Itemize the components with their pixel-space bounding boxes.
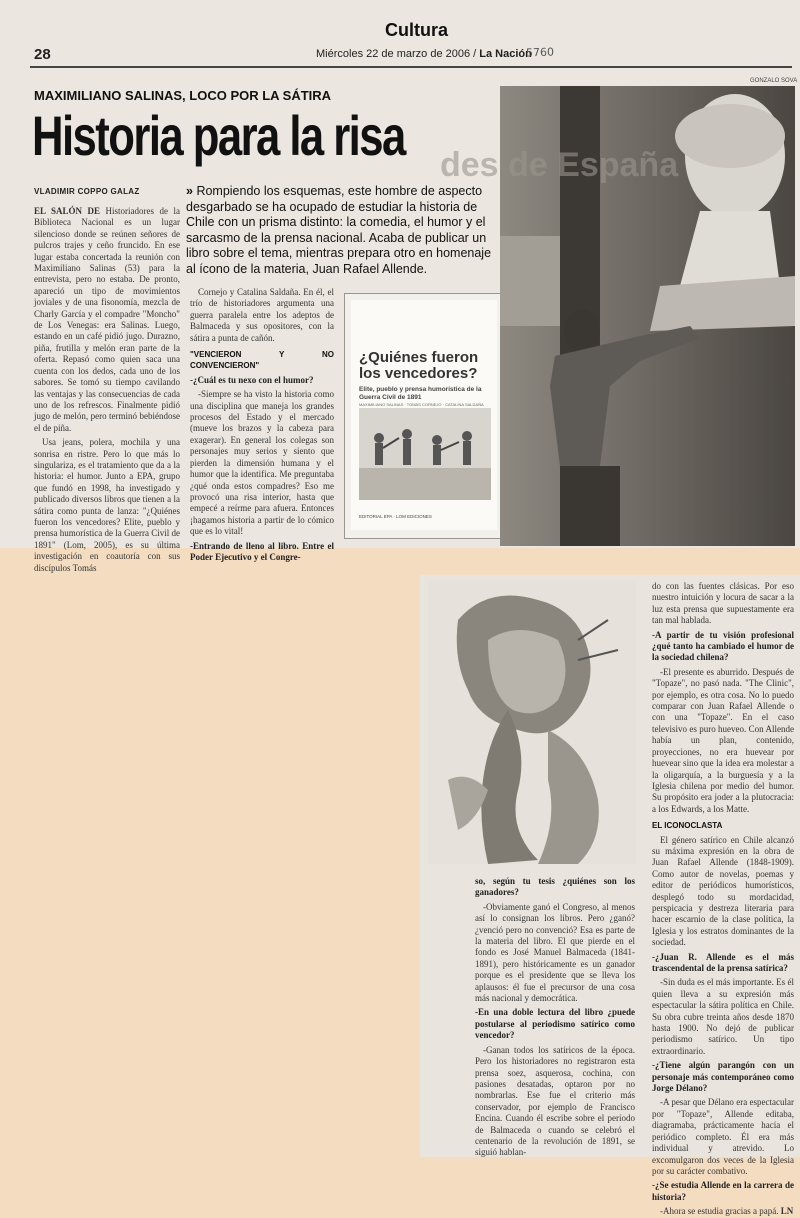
subhead: "VENCIERON Y NO CONVENCIERON" [190,350,334,371]
dateline [316,48,532,60]
question: -¿Cuál es tu nexo con el humor? [190,374,314,385]
page-number: 28 [34,46,51,63]
header-rule [30,66,792,68]
book-cover-page [351,300,497,530]
question: so, según tu tesis ¿quiénes son los ganadores? [475,876,635,898]
section-title: Cultura [385,20,448,40]
signature: LN [780,1206,794,1217]
answer: -El presente es aburrido. Después de "Topaze", no pasó nada. "The Clinic", por ejemplo, es otra cosa. No lo puedo comparar con Juan Rafael Allende o con una "Topaze". En el caso televisivo es puro hueveo. Con Allende había un plan, contenido, proyecciones, no era huevear por huevear sino que la idea era molestar a la oligarquía, a la burguesía y a la Iglesia chilena por medio del humor. Su propósito era joder a la plutocracia: a los Edwards, a los Matte. [652,666,794,814]
svg-text:des de España: des de España [440,146,679,184]
article-headline: Historia para la risa [32,104,405,167]
paragraph: El género satírico en Chile alcanzó su máxima expresión en la obra de Juan Rafael Allende (1848-1909). Como autor de novelas, poemas y editor de periódicos humorísticos, desplegó todo su mordacidad, perspicacia y destreza literaria para hacer escarnio de la clase política, la Iglesia y los estratos dominantes de la sociedad. [652,834,794,948]
book-publisher: EDITORIAL EPA · LOM EDICIONES [359,514,432,519]
paragraph: Usa jeans, polera, mochila y una sonrisa en ristre. Pero lo que más lo singulariza, es el tratamiento que da a la historia: el humor. Junto a EPA, grupo que fundó en 1998, ha investigado y publicado diversos libros que tienen a la sátira como punta de lanza: "¿Quiénes fueron los vencedores? Elite, pueblo y prensa humorística de la Guerra Civil de 1891" (Lom, 2005), es su última investigación en coautoría con sus discípulos Tomás [34,437,180,573]
column-2 [190,287,334,562]
lead-arrow-icon: » [186,184,193,198]
answer: -Sin duda es el más importante. Es él quien lleva a su expresión más espectacular la sátira política en Chile. Su obra cubre treinta años desde 1870 hasta 1900. No dejó de publicar periodismo satírico. Un tipo extraordinario. [652,977,794,1056]
paragraph: Cornejo y Catalina Saldaña. En él, el trío de historiadores argumenta una guerra paralela entre los adeptos de Balmaceda y sus opositores, con la sátira a punta de cañón. [190,287,334,343]
book-title: ¿Quiénes fueron los vencedores? [359,349,479,382]
caricature-illustration [428,580,636,864]
answer: -Ahora se estudia gracias a papá. LN [660,1206,794,1217]
issue-date: Miércoles 22 de marzo de 2006 / [316,48,477,60]
question: -¿Se estudia Allende en la carrera de historia? [652,1180,794,1202]
photo-credit: GONZALO SOVA [750,78,798,84]
drop-text: EL SALÓN DE [34,206,101,216]
book-subtitle: Elite, pueblo y prensa humorística de la Guerra Civil de 1891 [359,386,482,401]
question: -A partir de tu visión profesional ¿qué tanto ha cambiado el humor de la sociedad chilena? [652,629,794,663]
question: -Entrando de lleno al libro. Entre el Poder Ejecutivo y el Congre- [190,540,334,562]
column-4 [475,876,635,1158]
paragraph: EL SALÓN DE Historiadores de la Biblioteca Nacional es un lugar silencioso donde se reúnen señores de pulcros trajes y ceño fruncido. En ese lugar estaba concertada la reunión con Maximiliano Salinas (53) para la entrevista, pero no estaba. De pronto, apareció un tipo de movimientos joviales y de una fisonomía, mezcla de Charly García y el compadre "Moncho" de Los Venegas: era Salinas. Luego, estando en un café pidió jugo. Durazno, piña, frutilla y melón eran parte de la oferta. Repasó como quien saca una cuenta con los dedos, cada uno de los sabores. Se tomó su tiempo cavilando las ventajas y las consecuencias de cada uno de los refrescos. Finalmente pidió jugo de melón, pero terminó bebiéndose el de piña. [34,206,180,433]
publication-name: La Nación [479,48,532,60]
answer: -Ganan todos los satíricos de la época. Pero los historiadores no registraron esta prensa soez, asquerosa, cochina, con pasiones desatadas, optaron por no nombrarlas. Ese fue el criterio más conservador, por ejemplo de Francisco Encina. Cuando él escribe sobre el período de Balmaceda o cuando se celebró el centenario de la revolución de 1891, se siguió hablan- [475,1044,635,1158]
book-authors: MAXIMILIANO SALINAS · TOMÁS CORNEJO · CATALINA SALDAÑA [359,402,484,407]
question: -¿Tiene algún parangón con un personaje más contemporáneo como Jorge Délano? [652,1060,794,1094]
subhead: EL ICONOCLASTA [652,821,723,831]
question: -¿Juan R. Allende es el más trascendental de la prensa satírica? [652,951,794,973]
article-kicker: MAXIMILIANO SALINAS, LOCO POR LA SÁTIRA [34,88,332,103]
lead-text: Rompiendo los esquemas, este hombre de aspecto desgarbado se ha ocupado de estudiar la historia de Chile con un prisma distinto: la comedia, el humor y el sarcasmo de la prensa nacional. Acaba de publicar un libro sobre el tema, mientras prepara otro en homenaje al ícono de la materia, Juan Rafael Allende. [186,184,492,276]
answer: -Siempre se ha visto la historia como una disciplina que maneja los grandes procesos del Estado y el mercado (mueve los brazos y la cabeza para exagerar). En general los colegas son personajes muy serios y siento que pierden la dimensión humana y el humor que la identifica. Me preguntaba ¿qué onda estos compadres? Eso me provocó una risa interior, hasta que empecé a reírme para afuera. Entonces ¡hagamos historia a partir de lo cómico que es lo vital! [190,389,334,537]
question: -En una doble lectura del libro ¿puede postularse al periodismo satírico como vencedor? [475,1007,635,1041]
handwritten-note: 5760 [525,45,555,60]
answer: -Obviamente ganó el Congreso, al menos así lo consignan los libros. Pero ¿ganó? ¿venció pero no convenció? Esa es parte de la materia del libro. El que pierde en el fondo es José Manuel Balmaceda (1841-1891), pero históricamente es un ganador porque es el presidente que se lleva los aplausos: él fue el precursor de una cosa más nacional y democrática. [475,901,635,1004]
column-3 [652,581,794,1217]
article-lead [186,184,504,277]
article-byline: VLADIMIR COPPO GALAZ [34,187,140,196]
book-cover [344,293,506,539]
column-1 [34,206,180,573]
answer: -A pesar que Délano era espectacular por "Topaze", Allende editaba, diagramaba, prácticamente hacía el periódico completo. Él era más individual y atrevido. Lo excomulgaron dos veces de la Iglesia por su carácter combativo. [652,1097,794,1176]
book-illustration [359,408,491,500]
portrait-photo [440,86,795,546]
paragraph: do con las fuentes clásicas. Por eso nuestro intuición y locura de sacar a la luz esta prensa que supuestamente era tan mal hablada. [652,581,794,626]
